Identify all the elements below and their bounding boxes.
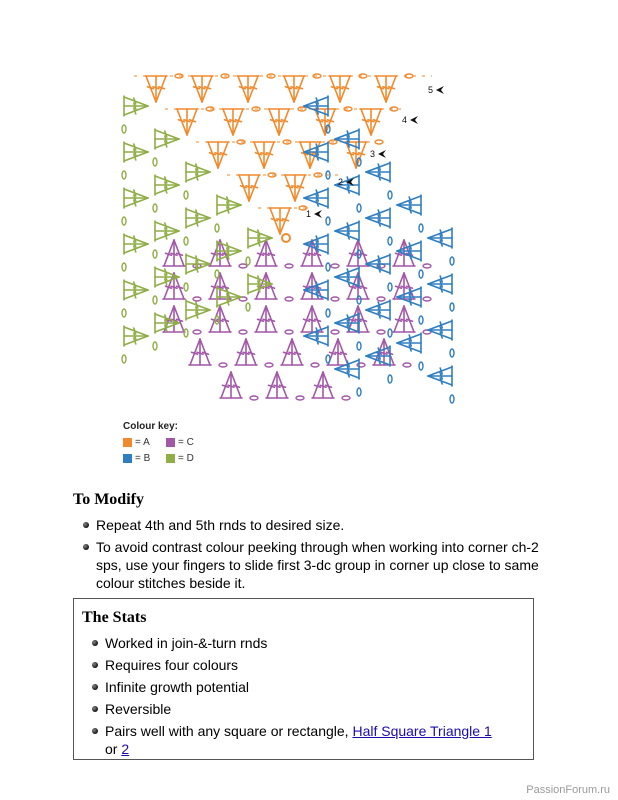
chain-stitch [357, 342, 361, 350]
cluster-a [284, 175, 306, 201]
list-item-text: Reversible [105, 701, 172, 717]
chain-stitch [122, 309, 126, 317]
cluster-b [366, 208, 390, 228]
cluster-a [237, 76, 259, 102]
cluster-b [397, 333, 421, 353]
cluster-d [124, 280, 148, 300]
cluster-a [329, 76, 351, 102]
cluster-c [255, 306, 277, 332]
chain-stitch [326, 355, 330, 363]
chain-stitch [326, 263, 330, 271]
chain-stitch [388, 375, 392, 383]
cluster-d [186, 300, 210, 320]
chain-stitch [285, 330, 293, 334]
list-item-text: Requires four colours [105, 657, 239, 673]
cluster-c [189, 339, 211, 365]
chain-stitch [419, 270, 423, 278]
colour-key-b-label: = B [135, 453, 151, 464]
round-number: 1 [306, 209, 312, 219]
bullet-icon [83, 522, 89, 528]
cluster-d [124, 188, 148, 208]
cluster-b [428, 366, 452, 386]
cluster-b [366, 346, 390, 366]
cluster-b [397, 241, 421, 261]
chain-stitch [403, 363, 411, 367]
stats-list [82, 634, 532, 758]
list-item-text: Infinite growth potential [105, 679, 249, 695]
cluster-b [428, 274, 452, 294]
colour-key-c-label: = C [178, 437, 194, 448]
cluster-b [397, 287, 421, 307]
cluster-c [393, 306, 415, 332]
cluster-b [335, 221, 359, 241]
list-item [82, 722, 532, 758]
bullet-icon [92, 640, 98, 646]
cluster-c [281, 339, 303, 365]
chain-stitch [285, 297, 293, 301]
cluster-c [163, 240, 185, 266]
list-item-text: To avoid contrast colour peeking through when working into corner ch-2 sps, use your fingers to slide first 3-dc group in corner up close to same colour stitches beside it. [96, 539, 539, 591]
bullet-icon [83, 544, 89, 550]
chain-stitch [419, 362, 423, 370]
cluster-b [304, 188, 328, 208]
list-item [82, 700, 532, 718]
round-marker-5 [428, 85, 444, 95]
colour-key-b [123, 453, 150, 464]
cluster-d [155, 221, 179, 241]
arrow-icon [410, 116, 418, 124]
chain-stitch [153, 296, 157, 304]
cluster-d [186, 208, 210, 228]
chain-stitch [450, 349, 454, 357]
joiner-text: or [105, 741, 118, 757]
cluster-d [124, 326, 148, 346]
chain-stitch [311, 363, 319, 367]
cluster-d [155, 129, 179, 149]
chain-stitch [285, 264, 293, 268]
cluster-a [253, 142, 275, 168]
cluster-b [335, 313, 359, 333]
chain-stitch [184, 191, 188, 199]
cluster-a [283, 76, 305, 102]
chain-stitch [357, 296, 361, 304]
chain-stitch [153, 250, 157, 258]
cluster-d [124, 142, 148, 162]
arrow-icon [436, 86, 444, 94]
cluster-b [428, 320, 452, 340]
cluster-c [312, 372, 334, 398]
cluster-a [191, 76, 213, 102]
chain-stitch [331, 264, 339, 268]
list-item [73, 538, 543, 592]
cluster-d [217, 195, 241, 215]
round-marker-4 [402, 115, 418, 125]
cluster-b [335, 267, 359, 287]
cluster-c [220, 372, 242, 398]
round-number: 3 [370, 149, 376, 159]
cluster-a [176, 109, 198, 135]
chain-stitch [375, 140, 383, 144]
colour-key-d-label: = D [178, 453, 194, 464]
cluster-b [366, 254, 390, 274]
chain-stitch [239, 330, 247, 334]
chain-stitch [388, 283, 392, 291]
chain-stitch [153, 204, 157, 212]
colour-key-d [166, 453, 194, 464]
chain-stitch [250, 396, 258, 400]
to-modify-heading: To Modify [73, 491, 144, 508]
chain-stitch [423, 297, 431, 301]
chain-stitch [246, 303, 250, 311]
cluster-b [366, 300, 390, 320]
bullet-icon [92, 728, 98, 734]
half-square-triangle-1-link[interactable]: Half Square Triangle 1 [352, 723, 492, 739]
chain-stitch [122, 355, 126, 363]
chain-stitch [122, 263, 126, 271]
cluster-c [301, 306, 323, 332]
chain-stitch [215, 224, 219, 232]
cluster-a [375, 76, 397, 102]
colour-key-a-label: = A [135, 437, 150, 448]
cluster-d [186, 254, 210, 274]
chain-stitch [377, 330, 385, 334]
chain-stitch [450, 395, 454, 403]
round-number: 5 [428, 85, 434, 95]
cluster-a [238, 175, 260, 201]
chain-stitch [215, 270, 219, 278]
chain-stitch [450, 257, 454, 265]
list-item-text: Worked in join-&-turn rnds [105, 635, 268, 651]
cluster-b [397, 195, 421, 215]
list-item [82, 678, 532, 696]
round-number: 2 [338, 177, 344, 187]
cluster-a [269, 208, 291, 234]
chain-stitch [342, 396, 350, 400]
chain-stitch [423, 264, 431, 268]
chain-stitch [122, 125, 126, 133]
round-marker-3 [370, 149, 386, 159]
list-item [73, 516, 543, 534]
half-square-triangle-2-link[interactable]: 2 [121, 741, 130, 757]
chain-stitch [388, 191, 392, 199]
cluster-d [124, 234, 148, 254]
watermark: PassionForum.ru [526, 784, 610, 796]
chain-stitch [450, 303, 454, 311]
cluster-d [155, 175, 179, 195]
arrow-icon [378, 150, 386, 158]
list-item-text: Pairs well with any square or rectangle, [105, 723, 349, 739]
cluster-d [186, 162, 210, 182]
chain-stitch [419, 224, 423, 232]
round-marker-1 [306, 209, 322, 219]
cluster-a [145, 76, 167, 102]
chain-stitch [184, 329, 188, 337]
chain-stitch [357, 204, 361, 212]
colour-key-c [166, 437, 194, 448]
stats-heading: The Stats [82, 609, 147, 626]
cluster-d [217, 287, 241, 307]
colour-key-a [123, 437, 150, 448]
chain-stitch [296, 396, 304, 400]
swatch-b [123, 454, 132, 463]
chain-stitch [388, 237, 392, 245]
chain-stitch [265, 363, 273, 367]
chain-stitch [153, 342, 157, 350]
chain-stitch [193, 330, 201, 334]
chain-stitch [357, 388, 361, 396]
cluster-b [428, 228, 452, 248]
chain-stitch [331, 330, 339, 334]
bullet-icon [92, 684, 98, 690]
bullet-icon [92, 662, 98, 668]
swatch-c [166, 438, 175, 447]
chain-stitch [193, 297, 201, 301]
round-number: 4 [402, 115, 408, 125]
chain-stitch [184, 237, 188, 245]
chain-stitch [246, 257, 250, 265]
arrow-icon [314, 210, 322, 218]
cluster-a [268, 109, 290, 135]
colour-key-title: Colour key: [123, 421, 179, 432]
cluster-d [217, 241, 241, 261]
chain-stitch [419, 316, 423, 324]
chain-stitch [388, 329, 392, 337]
chain-stitch [239, 264, 247, 268]
centre-ring [282, 234, 290, 242]
cluster-c [235, 339, 257, 365]
list-item [82, 656, 532, 674]
cluster-a [207, 142, 229, 168]
list-item [82, 634, 532, 652]
cluster-c [347, 240, 369, 266]
cluster-d [155, 313, 179, 333]
chain-stitch [326, 217, 330, 225]
cluster-c [266, 372, 288, 398]
chain-stitch [184, 283, 188, 291]
to-modify-list [73, 516, 543, 592]
chain-stitch [219, 363, 227, 367]
cluster-b [366, 162, 390, 182]
cluster-c [209, 306, 231, 332]
chain-stitch [122, 217, 126, 225]
bullet-icon [92, 706, 98, 712]
cluster-d [155, 267, 179, 287]
chain-stitch [153, 158, 157, 166]
cluster-d [124, 96, 148, 116]
swatch-d [166, 454, 175, 463]
cluster-b [304, 142, 328, 162]
swatch-a [123, 438, 132, 447]
crochet-chart-diagram [114, 66, 462, 408]
list-item-text: Repeat 4th and 5th rnds to desired size. [96, 517, 345, 533]
stats-box [73, 598, 534, 760]
chain-stitch [326, 309, 330, 317]
cluster-a [360, 109, 382, 135]
chain-stitch [331, 297, 339, 301]
chain-stitch [377, 297, 385, 301]
cluster-a [222, 109, 244, 135]
cluster-d [248, 274, 272, 294]
chain-stitch [122, 171, 126, 179]
cluster-b [304, 326, 328, 346]
